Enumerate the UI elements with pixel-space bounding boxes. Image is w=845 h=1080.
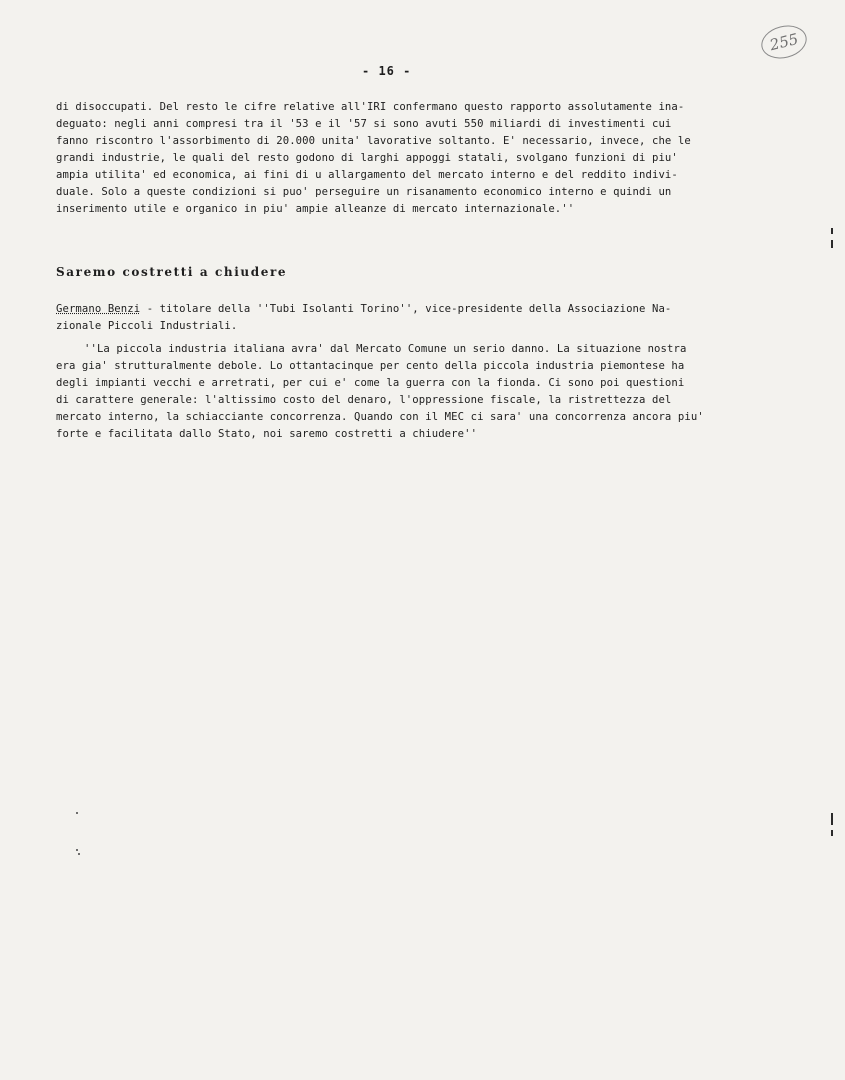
text-line: duale. Solo a queste condizioni si puo' perseguire un risanamento economico interno e quindi un: [56, 186, 672, 198]
scan-speck: [76, 849, 78, 851]
scan-speck: [78, 853, 80, 855]
scan-speck: [76, 812, 78, 814]
speaker-description: - titolare della ''Tubi Isolanti Torino'', vice-presidente della Associazione Na-: [140, 303, 672, 315]
text-line: inserimento utile e organico in piu' ampie alleanze di mercato internazionale.'': [56, 203, 575, 215]
text-line: forte e facilitata dallo Stato, noi saremo costretti a chiudere'': [56, 428, 478, 440]
text-line: fanno riscontro l'assorbimento di 20.000 unita' lavorative soltanto. E' necessario, invece, che le: [56, 135, 691, 147]
text-line: ''La piccola industria italiana avra' dal Mercato Comune un serio danno. La situazione nostra: [84, 343, 687, 355]
text-line: di carattere generale: l'altissimo costo del denaro, l'oppressione fiscale, la ristrettezza del: [56, 394, 672, 406]
section-heading: Saremo costretti a chiudere: [56, 265, 288, 279]
margin-mark: [831, 240, 833, 248]
body-paragraph-1: [56, 99, 744, 218]
margin-mark: [831, 830, 833, 836]
text-line: grandi industrie, le quali del resto godono di larghi appoggi statali, svolgano funzioni di piu': [56, 152, 678, 164]
page-number: - 16 -: [362, 64, 412, 78]
text-line: era gia' strutturalmente debole. Lo ottantacinque per cento della piccola industria piemontese ha: [56, 360, 685, 372]
text-line: deguato: negli anni compresi tra il '53 e il '57 si sono avuti 550 miliardi di investimenti cui: [56, 118, 672, 130]
quote-paragraph: [56, 341, 744, 443]
archive-page-stamp: 255: [758, 21, 810, 63]
text-line: mercato interno, la schiacciante concorrenza. Quando con il MEC ci sara' una concorrenza ancora piu': [56, 411, 704, 423]
text-line: ampia utilita' ed economica, ai fini di u allargamento del mercato interno e del reddito indivi-: [56, 169, 678, 181]
speaker-name: Germano Benzi: [56, 303, 141, 315]
margin-mark: [831, 813, 833, 825]
text-line: di disoccupati. Del resto le cifre relative all'IRI confermano questo rapporto assolutamente ina-: [56, 101, 685, 113]
text-line: degli impianti vecchi e arretrati, per cui e' come la guerra con la fionda. Ci sono poi questioni: [56, 377, 685, 389]
speaker-attribution: [56, 301, 744, 335]
margin-mark: [831, 228, 833, 234]
speaker-description-continued: zionale Piccoli Industriali.: [56, 320, 238, 332]
